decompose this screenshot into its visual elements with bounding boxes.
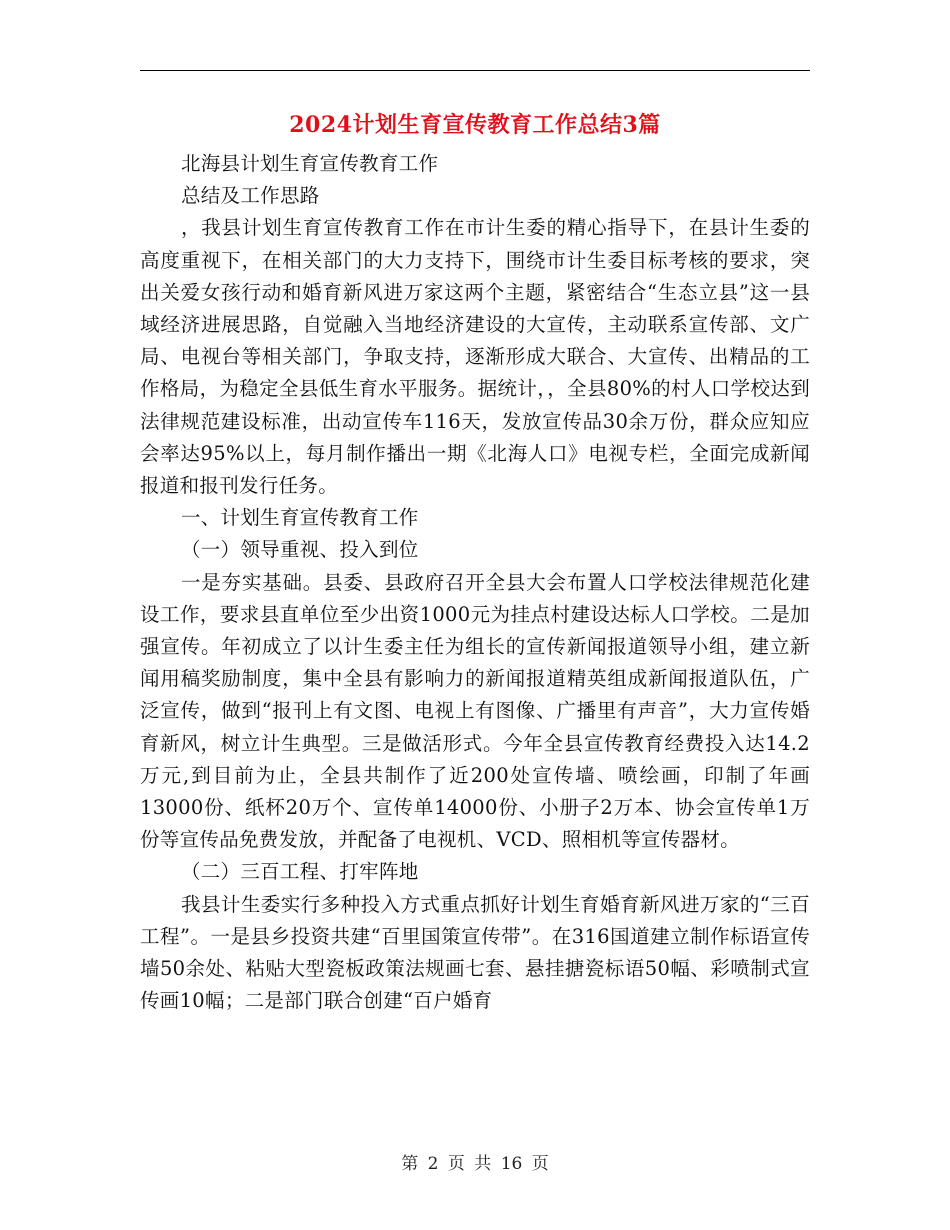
- document-title: 2024计划生育宣传教育工作总结3篇: [289, 112, 661, 138]
- page-footer: 第 2 页 共 16 页: [401, 1154, 549, 1174]
- section-heading-1: 一、计划生育宣传教育工作: [180, 506, 419, 530]
- subsection-heading-1: （一）领导重视、投入到位: [180, 538, 419, 562]
- paragraph-subtitle-2: 总结及工作思路: [180, 184, 320, 208]
- header-rule: [140, 70, 810, 71]
- paragraph-intro: ，我县计划生育宣传教育工作在市计生委的精心指导下，在县计生委的高度重视下，在相关部门的大力支持下，围绕市计生委目标考核的要求，突出关爱女孩行动和婚育新风进万家这两个主题，紧密结合“生态立县”这一县域经济进展思路，自觉融入当地经济建设的大宣传，主动联系宣传部、文广局、电视台等相关部门，争取支持，逐渐形成大联合、大宣传、出精品的工作格局，为稳定全县低生育水平服务。据统计，，全县80%的村人口学校达到法律规范建设标准，出动宣传车116天，发放宣传品30余万份，群众应知应会率达95%以上，每月制作播出一期《北海人口》电视专栏，全面完成新闻报道和报刊发行任务。: [140, 216, 810, 498]
- subsection-heading-2: （二）三百工程、打牢阵地: [180, 860, 419, 884]
- paragraph-subsection-1: 一是夯实基础。县委、县政府召开全县大会布置人口学校法律规范化建设工作，要求县直单位至少出资1000元为挂点村建设达标人口学校。二是加强宣传。年初成立了以计生委主任为组长的宣传新闻报道领导小组，建立新闻用稿奖励制度，集中全县有影响力的新闻报道精英组成新闻报道队伍，广泛宣传，做到“报刊上有文图、电视上有图像、广播里有声音”，大力宣传婚育新风，树立计生典型。三是做活形式。今年全县宣传教育经费投入达14.2万元,到目前为止，全县共制作了近200处宣传墙、喷绘画，印制了年画13000份、纸杯20万个、宣传单14000份、小册子2万本、协会宣传单1万份等宣传品免费发放，并配备了电视机、VCD、照相机等宣传器材。: [140, 570, 810, 852]
- paragraph-subsection-2: 我县计生委实行多种投入方式重点抓好计划生育婚育新风进万家的“三百工程”。一是县乡投资共建“百里国策宣传带”。在316国道建立制作标语宣传墙50余处、粘贴大型瓷板政策法规画七套、悬挂搪瓷标语50幅、彩喷制式宣传画10幅；二是部门联合创建“百户婚育: [140, 892, 810, 1013]
- document-body: [140, 148, 810, 1017]
- paragraph-subtitle-1: 北海县计划生育宣传教育工作: [180, 152, 439, 175]
